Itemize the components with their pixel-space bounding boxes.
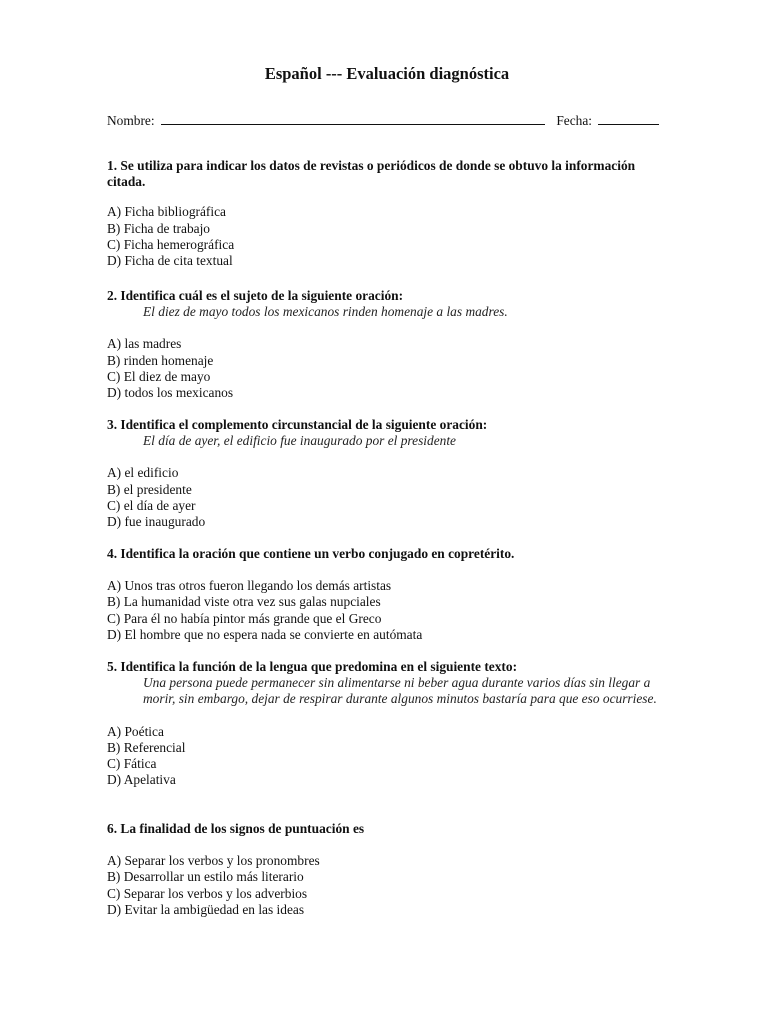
options-list (107, 853, 667, 918)
options-list (107, 465, 667, 530)
question-text: 5. Identifica la función de la lengua que predomina en el siguiente texto: (107, 659, 518, 674)
options-list (107, 204, 667, 269)
date-label: Fecha: (556, 113, 593, 128)
question-4 (107, 546, 667, 643)
option-a: A) Unos tras otros fueron llegando los demás artistas (107, 578, 392, 594)
option-d: D) todos los mexicanos (107, 384, 234, 400)
option-d: D) Apelativa (107, 772, 176, 788)
option-b: B) Ficha de trabajo (107, 220, 210, 236)
option-c: C) el día de ayer (107, 497, 196, 513)
option-c: C) Separar los verbos y los adverbios (107, 885, 308, 901)
option-a: A) el edificio (107, 465, 179, 481)
question-5 (107, 659, 667, 788)
question-quote: El día de ayer, el edificio fue inaugurado por el presidente (143, 433, 457, 449)
option-d: D) Ficha de cita textual (107, 252, 233, 268)
option-c: C) Ficha hemerográfica (107, 236, 235, 252)
student-info-line (107, 112, 667, 130)
date-blank[interactable] (598, 112, 659, 125)
options-list (107, 336, 667, 401)
option-b: B) Desarrollar un estilo más literario (107, 869, 304, 885)
question-3 (107, 417, 667, 530)
question-text: 4. Identifica la oración que contiene un verbo conjugado en copretérito. (107, 546, 515, 561)
question-6 (107, 821, 667, 918)
option-b: B) Referencial (107, 739, 186, 755)
question-text: 3. Identifica el complemento circunstancial de la siguiente oración: (107, 417, 488, 432)
question-1 (107, 158, 667, 269)
option-a: A) Ficha bibliográfica (107, 204, 226, 220)
option-d: D) fue inaugurado (107, 513, 206, 529)
option-d: D) El hombre que no espera nada se convierte en autómata (107, 626, 423, 642)
page-title: Español --- Evaluación diagnóstica (264, 64, 510, 83)
option-b: B) el presidente (107, 481, 192, 497)
question-text: 1. Se utiliza para indicar los datos de revistas o periódicos de donde se obtuvo la información citada. (107, 158, 636, 190)
option-c: C) Fática (107, 755, 157, 771)
option-c: C) El diez de mayo (107, 368, 211, 384)
question-quote: El diez de mayo todos los mexicanos rinden homenaje a las madres. (143, 304, 508, 320)
question-2 (107, 288, 667, 401)
name-label: Nombre: (107, 113, 155, 128)
name-blank[interactable] (161, 112, 545, 125)
options-list (107, 578, 667, 643)
option-b: B) rinden homenaje (107, 352, 214, 368)
option-a: A) Poética (107, 723, 164, 739)
options-list (107, 724, 667, 789)
option-b: B) La humanidad viste otra vez sus galas nupciales (107, 594, 381, 610)
option-a: A) las madres (107, 336, 182, 352)
question-quote: Una persona puede permanecer sin alimentarse ni beber agua durante varios días sin llegar a morir, sin embargo, dejar de respirar durante algunos minutos bastaría para que eso ocurriese. (143, 675, 657, 707)
option-c: C) Para él no había pintor más grande que el Greco (107, 610, 382, 626)
option-d: D) Evitar la ambigüedad en las ideas (107, 901, 305, 917)
option-a: A) Separar los verbos y los pronombres (107, 853, 320, 869)
question-text: 6. La finalidad de los signos de puntuación es (107, 821, 365, 836)
question-text: 2. Identifica cuál es el sujeto de la siguiente oración: (107, 288, 404, 303)
